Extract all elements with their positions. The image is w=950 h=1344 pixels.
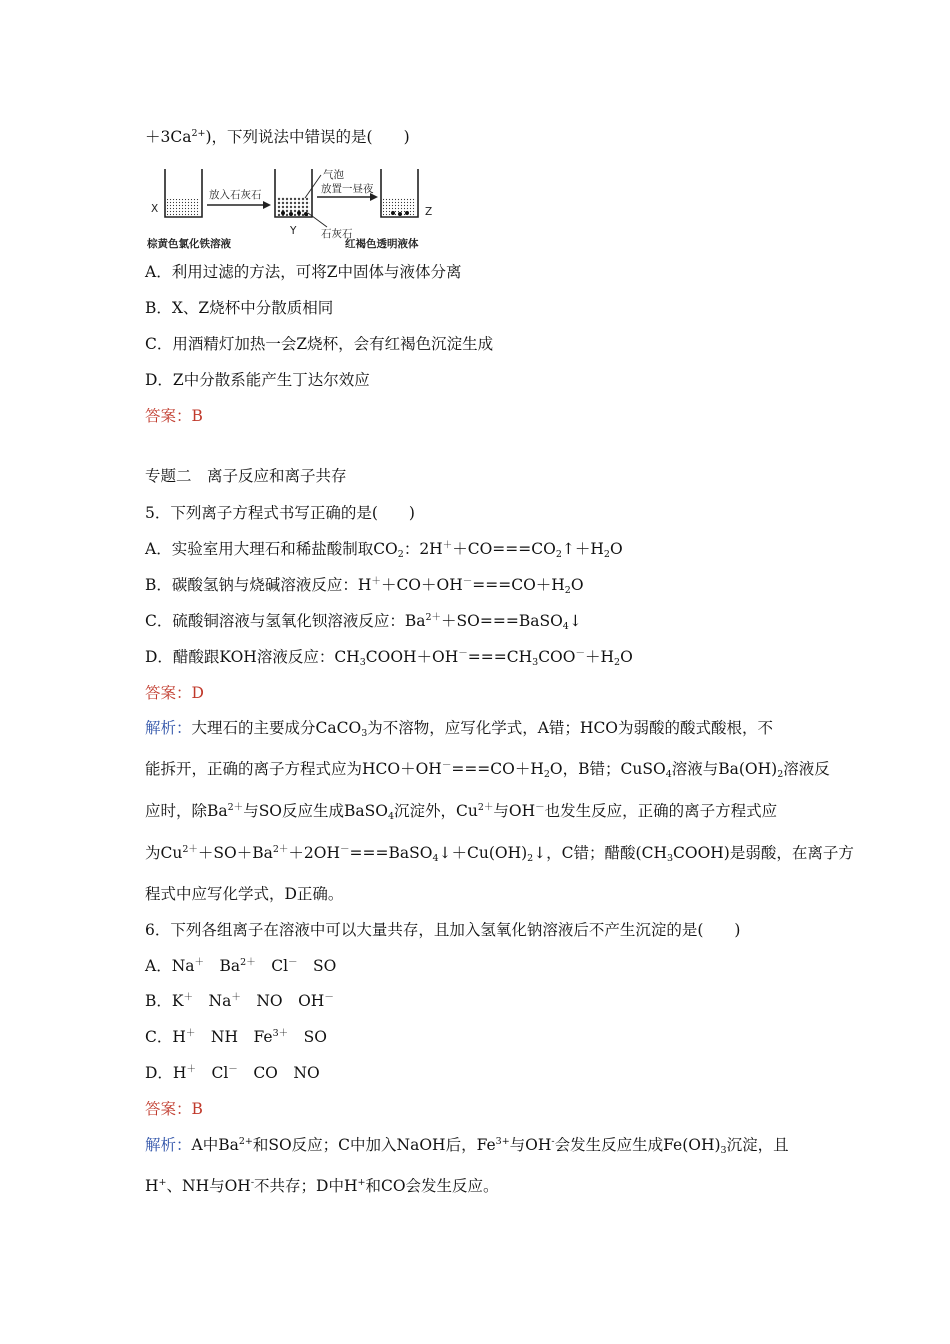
caption-left: 棕黄色氯化铁溶液: [147, 238, 231, 250]
section-title: 专题二 离子反应和离子共存: [145, 467, 347, 485]
label-y: Y: [290, 225, 297, 237]
q5-option-a: A．实验室用大理石和稀盐酸制取$CO_2$：$2H^++CO===CO_2↑+H_2O$: [145, 540, 623, 560]
q5-analysis-line5: 程式中应写化学式，D正确。: [145, 885, 344, 903]
beaker-figure: [145, 165, 445, 255]
q4-option-d: D．Z中分散系能产生丁达尔效应: [145, 371, 370, 389]
q6-option-c: C．H＋ NH $Fe^{3+}$ SO: [145, 1028, 327, 1046]
q4-option-c: C．用酒精灯加热一会Z烧杯，会有红褐色沉淀生成: [145, 335, 494, 353]
arrow2-label: 放置一昼夜: [321, 183, 374, 195]
q6-analysis-line2: H+、NH与OH-不共存；D中H+和CO会发生反应。: [145, 1177, 499, 1195]
q5-analysis-line2: 能拆开，正确的离子方程式应为$HCO+OH^-===CO+H_2O$，B错；CuSO$_4$溶液与$Ba(OH)_2$溶液反: [145, 760, 830, 780]
label-x: X: [151, 203, 159, 215]
q6-option-b: B．K＋ Na＋ NO OH－: [145, 992, 334, 1010]
q5-analysis-line4: 为$Cu^{2+}+SO+Ba^{2+}+2OH^-===BaSO_4↓+Cu(OH)_2↓$，C错；醋酸$(CH_3COOH)$是弱酸，在离子方: [145, 844, 854, 864]
bubble-label: 气泡: [323, 169, 344, 181]
q6-option-d: D．H＋ Cl－ CO NO: [145, 1064, 320, 1082]
beaker-x: [165, 169, 202, 217]
q5-answer: 答案：D: [145, 684, 204, 702]
beaker-diagram: [145, 165, 445, 255]
stone-label: 石灰石: [321, 228, 353, 240]
arrow1-label: 放入石灰石: [209, 189, 262, 201]
caption-right: 红褐色透明液体: [345, 238, 419, 250]
q6-analysis-line1: 解析：A中$Ba^{2+}$和SO反应；C中加入NaOH后，$Fe^{3+}$与OH-会发生反应生成$Fe(OH)_3$沉淀，且: [145, 1136, 789, 1156]
q6-answer: 答案：B: [145, 1100, 203, 1118]
q5-stem: 5．下列离子方程式书写正确的是( ): [145, 504, 415, 522]
q4-stem: $+3Ca^{2+}$)，下列说法中错误的是( ): [145, 128, 410, 146]
q4-answer: 答案：B: [145, 407, 203, 425]
q6-option-a: A．Na＋ $Ba^{2+}$ Cl－ SO: [145, 957, 337, 975]
q4-option-b: B．X、Z烧杯中分散质相同: [145, 299, 334, 317]
beaker-z: [381, 169, 418, 217]
q5-analysis-label: 解析：: [145, 719, 192, 737]
q5-option-b: B．碳酸氢钠与烧碱溶液反应：$H^++CO+OH^-===CO+H_2O$: [145, 576, 584, 596]
q6-analysis-label: 解析：: [145, 1136, 192, 1154]
q4-option-a: A．利用过滤的方法，可将Z中固体与液体分离: [145, 263, 462, 281]
q5-option-d: D．醋酸跟KOH溶液反应：$CH_3COOH+OH^-===CH_3COO^-+H_2O$: [145, 648, 633, 668]
q6-stem: 6．下列各组离子在溶液中可以大量共存，且加入氢氧化钠溶液后不产生沉淀的是( ): [145, 921, 741, 939]
q5-option-c: C．硫酸铜溶液与氢氧化钡溶液反应：$Ba^{2+}+SO===BaSO_4↓$: [145, 612, 582, 632]
q5-analysis-line1: 解析：大理石的主要成分CaCO$_3$为不溶物，应写化学式，A错；HCO为弱酸的酸式酸根，不: [145, 719, 774, 739]
beaker-y: [275, 169, 312, 217]
q5-analysis-line3: 应时，除$Ba^{2+}$与SO反应生成BaSO$_4$沉淀外，$Cu^{2+}$与OH－也发生反应，正确的离子方程式应: [145, 802, 778, 822]
label-z: Z: [425, 206, 433, 218]
